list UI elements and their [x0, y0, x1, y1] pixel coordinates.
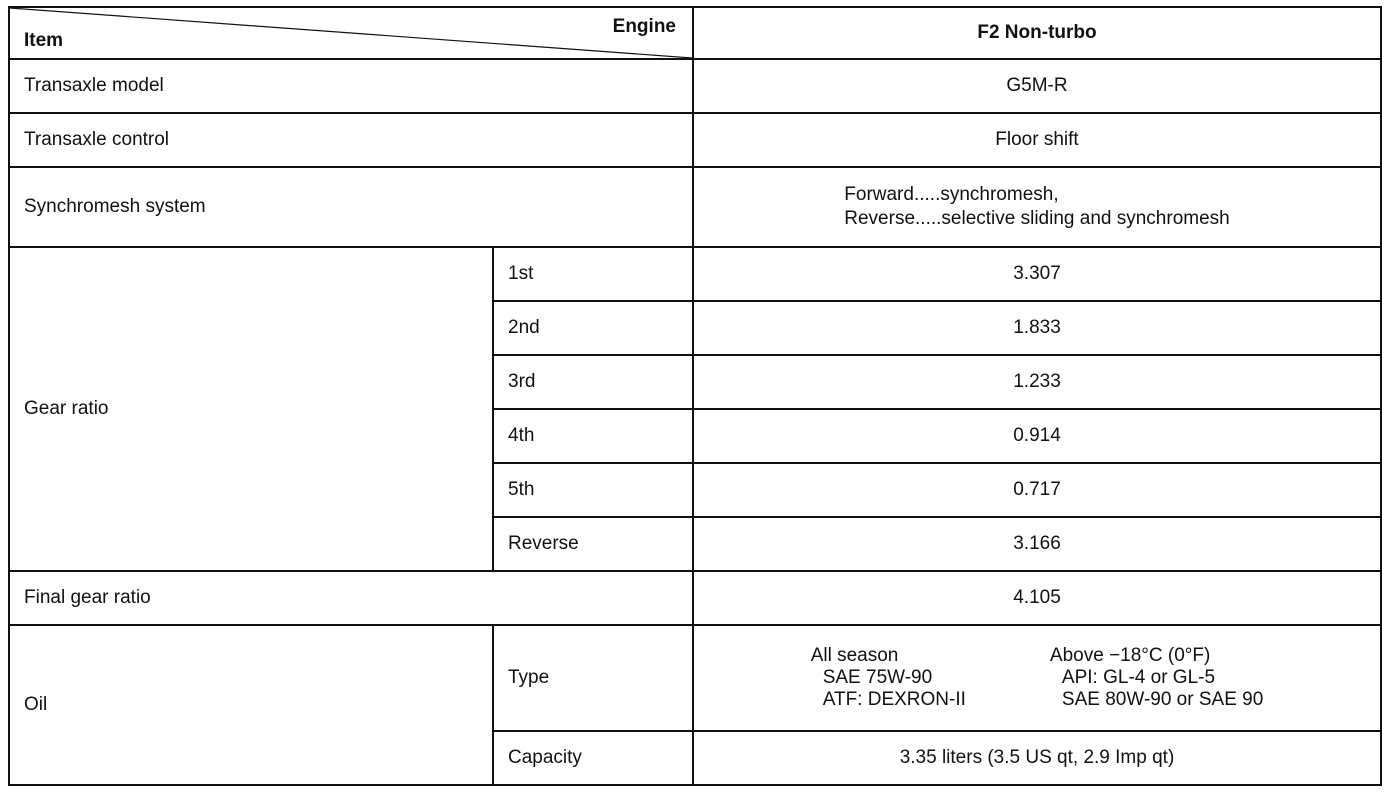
transaxle-model-label: Transaxle model: [9, 59, 693, 113]
gear-value: 0.717: [693, 463, 1381, 517]
table-row: [9, 59, 1381, 113]
gear-ratio-label: Gear ratio: [9, 247, 493, 571]
gear-name: 1st: [493, 247, 693, 301]
table-row: [9, 625, 1381, 731]
item-engine-header-cell: [9, 7, 693, 59]
table-row: [9, 571, 1381, 625]
gear-value: 3.307: [693, 247, 1381, 301]
engine-value-header: F2 Non-turbo: [693, 7, 1381, 59]
gear-value: 1.833: [693, 301, 1381, 355]
synchromesh-forward: Forward.....synchromesh,: [844, 184, 1059, 205]
gear-value: 1.233: [693, 355, 1381, 409]
gear-value: 0.914: [693, 409, 1381, 463]
oil-type-label: Type: [493, 625, 693, 731]
synchromesh-label: Synchromesh system: [9, 167, 693, 247]
oil-type-sae-75w90: SAE 75W-90: [822, 667, 933, 688]
oil-type-all-season: All season: [810, 645, 899, 666]
oil-type-api: API: GL-4 or GL-5: [1061, 667, 1216, 688]
table-row: [9, 167, 1381, 247]
oil-type-value: [693, 625, 1381, 731]
oil-type-atf: ATF: DEXRON-II: [822, 689, 966, 710]
item-header-label: Item: [24, 30, 64, 51]
oil-capacity-label: Capacity: [493, 731, 693, 785]
gear-name: 3rd: [493, 355, 693, 409]
transaxle-control-label: Transaxle control: [9, 113, 693, 167]
gear-value: 3.166: [693, 517, 1381, 571]
engine-header-label: Engine: [612, 16, 676, 37]
oil-type-above-temp: Above −18°C (0°F): [1049, 645, 1211, 666]
synchromesh-value: [693, 167, 1381, 247]
gear-name: 2nd: [493, 301, 693, 355]
final-gear-ratio-label: Final gear ratio: [9, 571, 693, 625]
table-row: [9, 113, 1381, 167]
gear-name: 5th: [493, 463, 693, 517]
header-row: [9, 7, 1381, 59]
gear-name: Reverse: [493, 517, 693, 571]
oil-capacity-value: 3.35 liters (3.5 US qt, 2.9 Imp qt): [693, 731, 1381, 785]
transaxle-model-value: G5M-R: [693, 59, 1381, 113]
gear-name: 4th: [493, 409, 693, 463]
final-gear-ratio-value: 4.105: [693, 571, 1381, 625]
specifications-table: [8, 6, 1382, 786]
diagonal-divider: [10, 8, 692, 58]
oil-type-sae-80w90: SAE 80W-90 or SAE 90: [1061, 689, 1264, 710]
synchromesh-reverse: Reverse.....selective sliding and synchromesh: [844, 208, 1230, 229]
transaxle-control-value: Floor shift: [693, 113, 1381, 167]
oil-label: Oil: [9, 625, 493, 785]
table-row: [9, 247, 1381, 301]
